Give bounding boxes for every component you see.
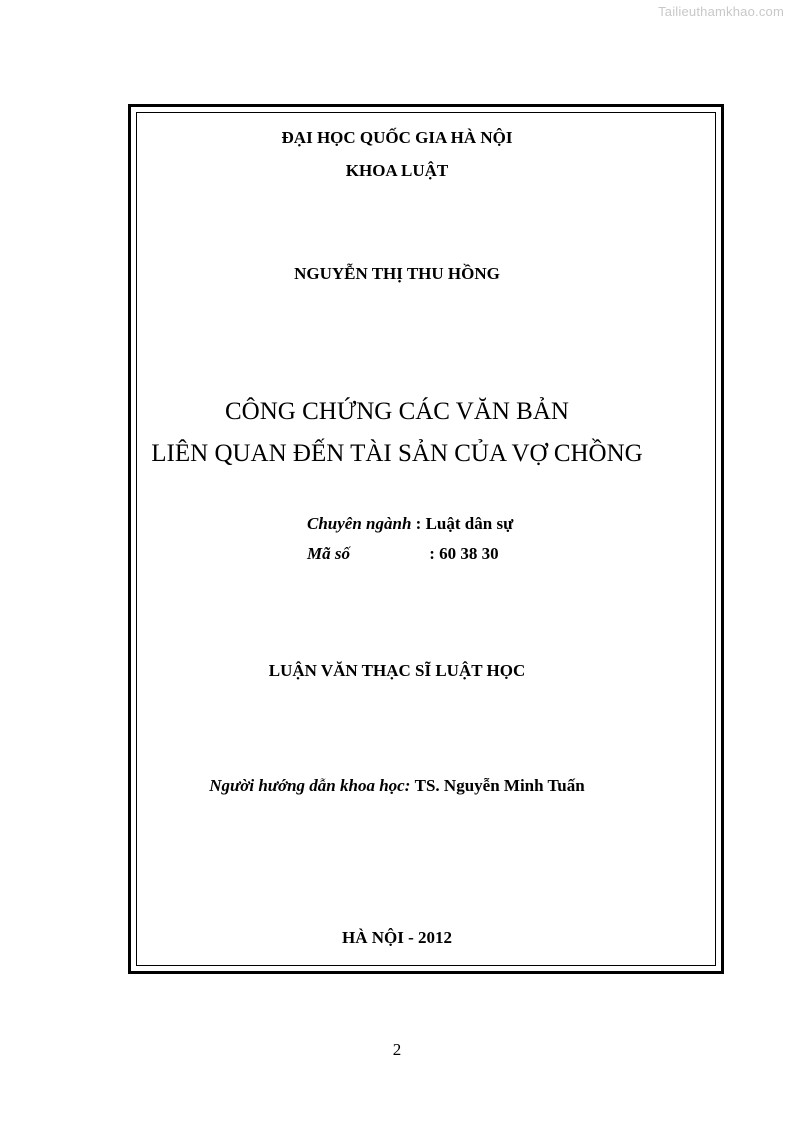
advisor-label: Người hướng dẫn khoa học: <box>209 776 411 795</box>
place-year: HÀ NỘI - 2012 <box>341 928 453 947</box>
advisor-row <box>0 776 794 796</box>
code-row <box>307 544 499 564</box>
specialization-row <box>307 514 513 534</box>
author-name: NGUYỄN THỊ THU HỒNG <box>294 264 500 283</box>
cover-border-inner <box>136 112 716 966</box>
university-name: ĐẠI HỌC QUỐC GIA HÀ NỘI <box>281 128 513 147</box>
thesis-title-line2: LIÊN QUAN ĐẾN TÀI SẢN CỦA VỢ CHỒNG <box>151 440 643 467</box>
code-value: : 60 38 30 <box>429 544 499 563</box>
faculty-name: KHOA LUẬT <box>345 161 449 180</box>
advisor-value: TS. Nguyễn Minh Tuấn <box>414 776 585 795</box>
specialization-label: Chuyên ngành <box>307 514 412 533</box>
code-label: Mã số <box>307 544 350 563</box>
degree-type: LUẬN VĂN THẠC SĨ LUẬT HỌC <box>268 661 526 680</box>
cover-border <box>128 104 724 974</box>
page-number: 2 <box>392 1040 402 1059</box>
specialization-value: : Luật dân sự <box>415 514 514 533</box>
thesis-title-line1: CÔNG CHỨNG CÁC VĂN BẢN <box>225 398 569 425</box>
watermark: Tailieuthamkhao.com <box>658 4 784 19</box>
